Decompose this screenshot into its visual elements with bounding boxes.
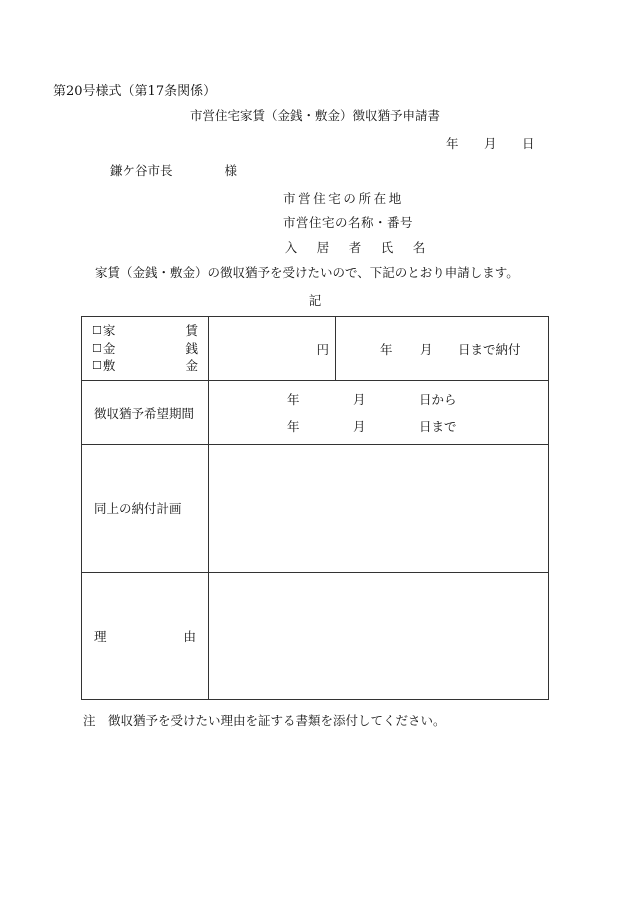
checkbox-icon[interactable]: ☐ [92, 341, 102, 355]
kind-first-char: 敷 [102, 358, 116, 374]
plan-field[interactable] [209, 445, 549, 572]
period-field[interactable] [209, 381, 549, 445]
reason-first-char: 理 [94, 628, 107, 644]
occupant-char: 氏 [380, 240, 394, 255]
period-from-month: 月 [353, 391, 366, 407]
ki-heading: 記 [308, 293, 322, 308]
reason-row [82, 572, 549, 699]
currency-unit: 円 [316, 341, 329, 357]
kind-option-rent[interactable] [92, 322, 198, 340]
kind-option-money[interactable] [92, 340, 198, 358]
period-to-suffix: 日まで [419, 418, 457, 434]
period-from-year: 年 [287, 391, 300, 407]
deadline-month-label: 月 [420, 341, 433, 357]
kind-selector [82, 317, 209, 381]
kind-first-char: 金 [102, 340, 116, 356]
date-month-label: 月 [484, 136, 497, 151]
addressee-name: 鎌ケ谷市長 [110, 163, 173, 178]
reason-label-cell [82, 572, 209, 699]
occupant-char: 入 [284, 240, 298, 255]
kind-second-char: 賃 [185, 323, 198, 339]
addressee [110, 161, 237, 179]
date-year-label: 年 [446, 136, 459, 151]
period-to-year: 年 [287, 418, 300, 434]
period-to [287, 413, 548, 440]
payment-deadline-field[interactable] [336, 317, 549, 381]
deadline-year-label: 年 [380, 341, 393, 357]
period-from-suffix: 日から [419, 391, 457, 407]
period-to-month: 月 [353, 418, 366, 434]
amount-field[interactable] [209, 317, 336, 381]
deadline-suffix-label: 日まで納付 [458, 341, 521, 357]
form-title: 市営住宅家賃（金銭・敷金）徴収猶予申請書 [189, 108, 440, 123]
kind-row [82, 317, 549, 381]
date-day-label: 日 [522, 136, 535, 151]
address-label: 市営住宅の所在地 [283, 191, 404, 206]
checkbox-icon[interactable]: ☐ [92, 324, 102, 338]
period-row [82, 381, 549, 445]
kind-second-char: 金 [185, 358, 198, 374]
request-sentence: 家賃（金銭・敷金）の徴収猶予を受けたいので、下記のとおり申請します。 [95, 265, 519, 280]
plan-row [82, 445, 549, 572]
application-table [81, 316, 549, 700]
plan-label: 同上の納付計画 [82, 445, 209, 572]
addressee-honorific: 様 [224, 163, 238, 178]
reason-label [82, 627, 208, 645]
occupant-char: 者 [348, 240, 362, 255]
occupant-char: 居 [316, 240, 330, 255]
kind-first-char: 家 [102, 323, 116, 339]
reason-second-char: 由 [183, 628, 196, 644]
occupant-name-label [283, 238, 427, 256]
period-from [287, 386, 548, 413]
form-number: 第20号様式（第17条関係） [53, 84, 217, 99]
occupant-char: 名 [412, 240, 426, 255]
date-line [446, 134, 535, 152]
checkbox-icon[interactable]: ☐ [92, 359, 102, 373]
attachment-note: 注 徴収猶予を受けたい理由を証する書類を添付してください。 [83, 713, 446, 728]
kind-option-deposit[interactable] [92, 357, 198, 375]
period-label: 徴収猶予希望期間 [82, 381, 209, 445]
kind-second-char: 銭 [185, 340, 198, 356]
name-number-label: 市営住宅の名称・番号 [283, 215, 414, 230]
reason-field[interactable] [209, 572, 549, 699]
